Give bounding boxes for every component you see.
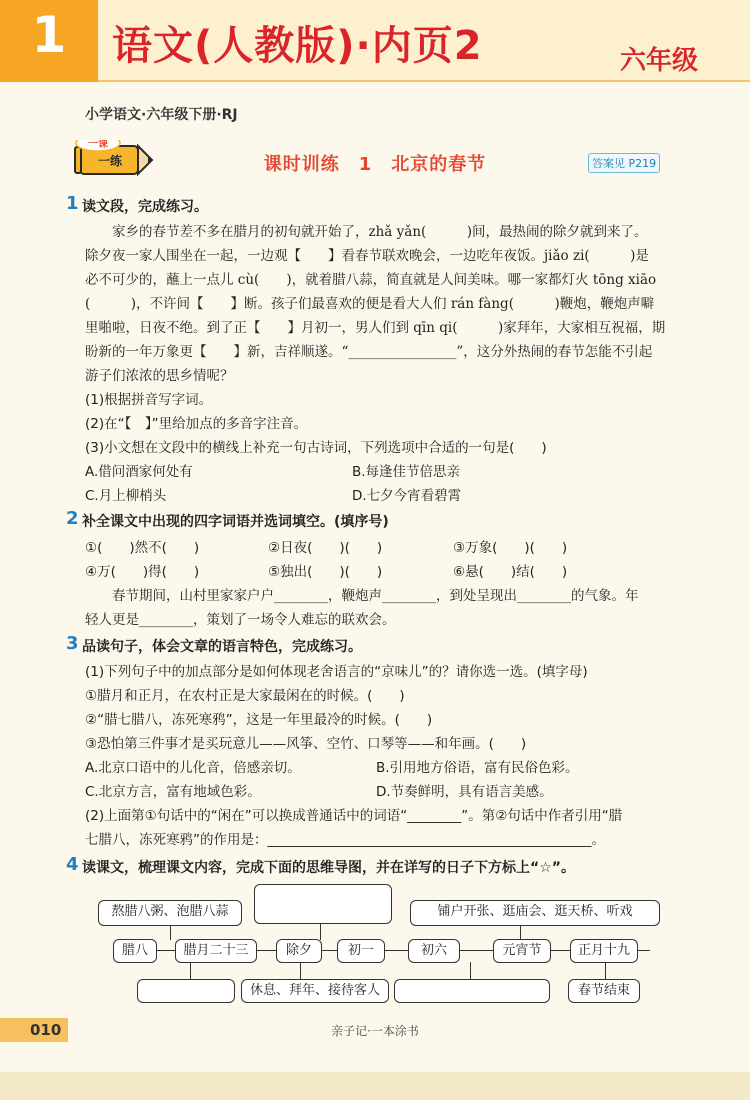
timeline-day: 初一 [337, 939, 385, 963]
mindmap-bottom-box-blank[interactable] [137, 979, 235, 1003]
mindmap-bottom-box: 春节结束 [568, 979, 640, 1003]
grade-label: 六年级 [620, 46, 699, 76]
idiom-item: ③万象( )( ) [453, 540, 568, 556]
question-3-number: 3 [66, 633, 79, 654]
timeline-day: 腊月二十三 [175, 939, 257, 963]
timeline-day: 元宵节 [493, 939, 551, 963]
question-2-title: 补全课文中出现的四字词语并选词填空。(填序号) [82, 514, 389, 530]
q3-line: ③恐怕第三件事才是买玩意儿——风筝、空竹、口琴等——和年画。( ) [85, 736, 527, 752]
subject-line: 小学语文·六年级下册·RJ [85, 107, 238, 123]
idiom-item: ④万( )得( ) [85, 564, 200, 580]
fill-text-line: 春节期间，山村里家家户户________，鞭炮声________，到处呈现出________的气象。年 [85, 588, 639, 604]
question-1-title: 读文段，完成练习。 [82, 199, 208, 215]
q3-line: ①腊月和正月，在农村正是大家最闲在的时候。( ) [85, 688, 405, 704]
passage-line: 必不可少的，蘸上一点儿 cù( )，就着腊八蒜，简直就是人间美味。哪一家都灯火 tōng xiāo [85, 272, 657, 288]
option-c: C.北京方言，富有地域色彩。 [85, 784, 261, 800]
header-divider [98, 80, 750, 82]
idiom-item: ②日夜( )( ) [268, 540, 383, 556]
mindmap-top-box-blank[interactable] [254, 884, 392, 924]
question-1-number: 1 [66, 193, 79, 214]
option-b: B.引用地方俗语，富有民俗色彩。 [376, 760, 579, 776]
question-4-title: 读课文，梳理课文内容，完成下面的思维导图，并在详写的日子下方标上“☆”。 [82, 860, 575, 876]
timeline-day: 腊八 [113, 939, 157, 963]
badge-top-text: 一课 [88, 140, 108, 150]
passage-line: 里啪啦，日夜不绝。到了正【 】月初一，男人们到 qīn qi( )家拜年，大家相互祝福，期 [85, 320, 666, 336]
mindmap-bottom-box: 休息、拜年、接待客人 [241, 979, 389, 1003]
mindmap-top-box: 熬腊八粥、泡腊八蒜 [98, 900, 242, 926]
timeline-day: 除夕 [276, 939, 322, 963]
option-b: B.每逢佳节倍思亲 [352, 464, 461, 480]
mindmap-bottom-box-blank[interactable] [394, 979, 550, 1003]
q3-line: (1)下列句子中的加点部分是如何体现老舍语言的“京味儿”的？请你选一选。(填字母) [85, 664, 588, 680]
connector [605, 962, 606, 980]
footer-text: 亲子记·一本涂书 [331, 1024, 419, 1038]
option-a: A.借问酒家何处有 [85, 464, 193, 480]
option-d: D.节奏鲜明，具有语言美感。 [376, 784, 553, 800]
connector [300, 962, 301, 980]
answer-reference: 答案见 P219 [588, 153, 660, 173]
passage-line: ( )，不许间【 】断。孩子们最喜欢的便是看大人们 rán fàng( )鞭炮，鞭炮声噼 [85, 296, 655, 312]
option-a: A.北京口语中的儿化音，倍感亲切。 [85, 760, 301, 776]
question-3-title: 品读句子，体会文章的语言特色，完成练习。 [82, 639, 362, 655]
unit-number: 1 [31, 6, 67, 64]
connector [320, 924, 321, 940]
idiom-item: ⑥悬( )结( ) [453, 564, 568, 580]
question-4-number: 4 [66, 854, 79, 875]
q3-sub2-line: 七腊八，冻死寒鸦”的作用是：________________________________________________。 [85, 832, 605, 848]
book-title: 语文(人教版)·内页2 [112, 23, 483, 69]
q3-line: ②“腊七腊八，冻死寒鸦”，这是一年里最冷的时候。( ) [85, 712, 433, 728]
option-d: D.七夕今宵看碧霄 [352, 488, 462, 504]
sub-question: (3)小文想在文段中的横线上补充一句古诗词，下列选项中合适的一句是( ) [85, 440, 547, 456]
passage-line: 除夕夜一家人围坐在一起，一边观【 】看春节联欢晚会，一边吃年夜饭。jiǎo zi( )是 [85, 248, 649, 264]
idiom-item: ①( )然不( ) [85, 540, 200, 556]
mindmap-top-box: 铺户开张、逛庙会、逛天桥、听戏 [410, 900, 660, 926]
connector [470, 962, 471, 980]
connector [170, 924, 171, 940]
lesson-title: 课时训练 1 北京的春节 [263, 154, 487, 175]
passage-line: 盼新的一年万象更【 】新，吉祥顺遂。“________________”，这分外热闹的春节怎能不引起 [85, 344, 653, 360]
timeline-day: 正月十九 [570, 939, 638, 963]
fill-text-line: 轻人更是________，策划了一场令人难忘的联欢会。 [85, 612, 396, 628]
connector [520, 924, 521, 940]
page-number: 010 [30, 1021, 62, 1039]
passage-line: 游子们浓浓的思乡情呢？ [85, 368, 234, 384]
badge-bottom-text: 一练 [97, 154, 123, 168]
timeline-day: 初六 [408, 939, 460, 963]
sub-question: (1)根据拼音写字词。 [85, 392, 213, 408]
passage-line: 家乡的春节差不多在腊月的初旬就开始了，zhǎ yǎn( )间，最热闹的除夕就到来了。 [85, 224, 648, 240]
sub-question: (2)在“【 】”里给加点的多音字注音。 [85, 416, 308, 432]
idiom-item: ⑤独出( )( ) [268, 564, 383, 580]
connector [190, 962, 191, 980]
question-2-number: 2 [66, 508, 79, 529]
bottom-band [0, 1072, 750, 1100]
q3-sub2-line: (2)上面第①句话中的“闲在”可以换成普通话中的词语“________”。第②句话中作者引用“腊 [85, 808, 623, 824]
option-c: C.月上柳梢头 [85, 488, 167, 504]
